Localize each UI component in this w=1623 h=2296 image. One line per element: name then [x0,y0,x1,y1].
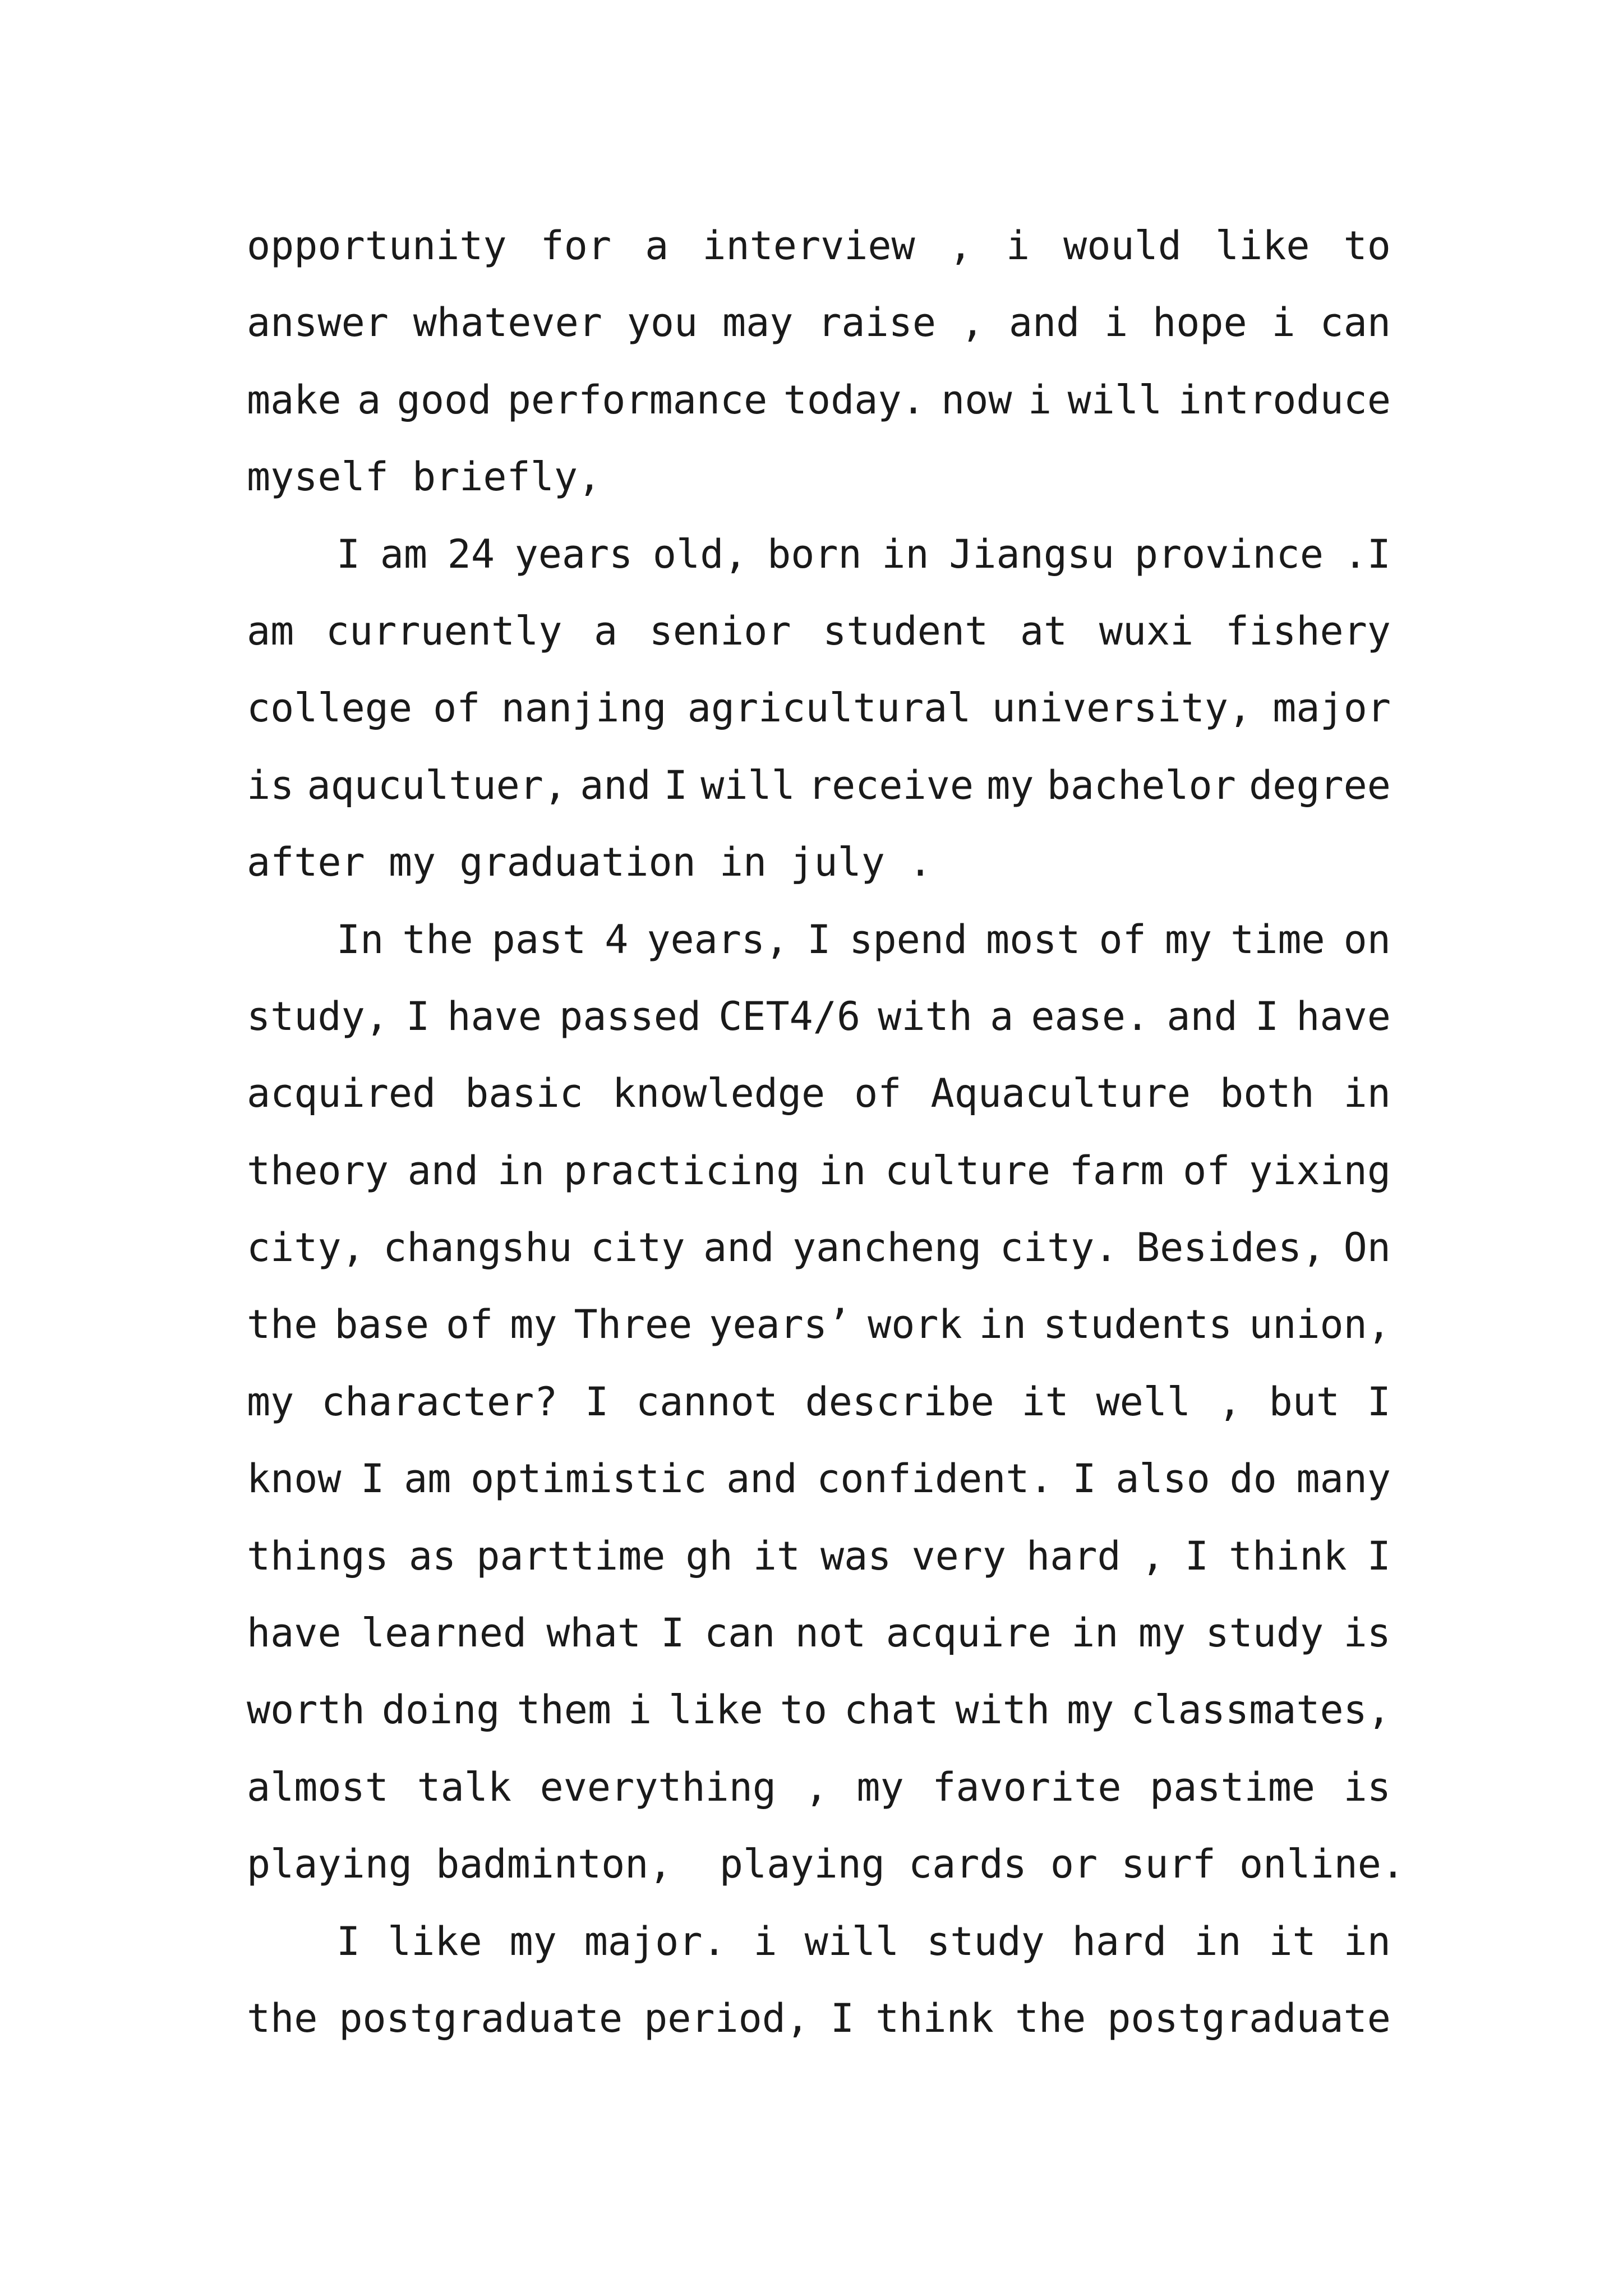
word: CET4/6 [718,993,861,1039]
word: the [1015,1995,1086,2041]
word: , [948,223,972,269]
word: can [704,1610,776,1657]
word: them [517,1687,611,1733]
word: I [406,993,430,1039]
word: i [753,1918,777,1964]
word: raise [818,300,936,346]
word: introduce [1178,376,1391,423]
word: in [497,1147,545,1194]
word: is [1343,1610,1391,1657]
word: senior [649,608,791,654]
word: the [247,1301,318,1348]
word: with [878,993,972,1039]
word: basic [465,1070,583,1117]
word: pastime [1150,1764,1316,1810]
word: is [247,762,294,808]
word: fishery [1225,608,1391,654]
word: past [491,916,587,963]
word: I [663,762,688,808]
word: like [668,1687,763,1733]
word: in [1194,1918,1242,1964]
word: confident. [817,1456,1053,1502]
word: worth [247,1687,365,1733]
word: opportunity [247,223,507,269]
word: performance [507,376,768,423]
word: receive [808,762,974,808]
word: things [247,1533,389,1579]
text-line [247,670,1391,747]
document-body [247,208,1405,2057]
word: I [336,1918,361,1964]
text-line: playing badminton, playing cards or surf online. [247,1841,1405,1888]
text-line [247,1518,1391,1595]
word: I [585,1378,609,1425]
word: and [1008,300,1080,346]
word: union, [1249,1301,1391,1348]
word: learned [361,1610,527,1657]
word: theory [247,1147,389,1194]
word: agricultural [687,685,971,731]
word: Jiangsu [949,531,1115,577]
text-line [247,1055,1391,1132]
word: Aquaculture [930,1070,1191,1117]
word: but [1269,1378,1340,1425]
word: and [407,1147,479,1194]
word: my [509,1918,557,1964]
text-line [247,1749,1391,1826]
word: major [1272,685,1391,731]
word: you [626,300,698,346]
word: Three [574,1301,693,1348]
word: in [1071,1610,1119,1657]
word: and [703,1225,774,1271]
word: .I [1343,531,1391,577]
word: culture [885,1147,1051,1194]
text-line [247,747,1391,824]
word: not [795,1610,866,1657]
word: have [247,1610,342,1657]
word: aqucultuer, [307,762,568,808]
word: cannot [636,1378,778,1425]
word: acquire [886,1610,1052,1657]
word: gh [685,1533,733,1579]
word: years [514,531,633,577]
word: I [1367,1378,1391,1425]
word: the [247,1995,318,2041]
word: can [1320,300,1391,346]
word: I [1367,1533,1391,1579]
word: On [1343,1225,1391,1271]
text-line [247,593,1391,670]
text-line [247,1672,1391,1749]
word: work [868,1301,962,1348]
word: classmates, [1131,1687,1391,1733]
word: whatever [413,300,602,346]
word: am [404,1456,451,1502]
word: wuxi [1099,608,1194,654]
word: I [1255,993,1279,1039]
word: have [447,993,542,1039]
word: both [1220,1070,1315,1117]
word: is [1343,1764,1391,1810]
word: parttime [476,1533,666,1579]
word: describe [805,1378,994,1425]
word: a [645,223,669,269]
word: talk [417,1764,512,1810]
word: make [247,376,342,423]
text-line [247,1980,1391,2057]
word: major. [584,1918,726,1964]
word: almost [247,1764,389,1810]
text-line [247,1209,1391,1286]
word: am [380,531,428,577]
word: think [875,1995,994,2041]
word: 24 [447,531,495,577]
word: what [546,1610,641,1657]
word: study [926,1918,1045,1964]
word: curruently [325,608,562,654]
word: hope [1152,300,1247,346]
word: everything [540,1764,777,1810]
word: know [247,1456,342,1502]
text-line [247,1364,1391,1441]
word: i [628,1687,652,1733]
text-line [247,284,1391,361]
word: with [955,1687,1050,1733]
word: city [590,1225,685,1271]
word: passed [559,993,702,1039]
text-line: after my graduation in july . [247,839,933,886]
word: am [247,608,294,654]
word: my [1164,916,1212,963]
word: yixing [1249,1147,1391,1194]
word: chat [843,1687,939,1733]
word: many [1296,1456,1391,1502]
word: in [979,1301,1026,1348]
word: my [510,1301,557,1348]
word: as [408,1533,457,1579]
word: do [1229,1456,1277,1502]
word: have [1296,993,1391,1039]
word: a [593,608,618,654]
word: I [661,1610,685,1657]
word: period, [644,1995,810,2041]
word: born [767,531,862,577]
word: a [990,993,1014,1039]
text-line [247,1286,1391,1363]
word: of [854,1070,902,1117]
word: i [1104,300,1128,346]
text-line [247,1595,1391,1672]
text-line [247,208,1391,284]
word: city. [999,1225,1118,1271]
word: at [1020,608,1068,654]
word: and [726,1456,797,1502]
word: was [820,1533,892,1579]
word: yancheng [792,1225,982,1271]
word: of [1099,916,1146,963]
word: of [445,1301,494,1348]
word: favorite [932,1764,1122,1810]
word: study, [247,993,389,1039]
word: i [1006,223,1030,269]
word: a [357,376,381,423]
word: practicing [563,1147,800,1194]
word: years’ [709,1301,851,1348]
word: my [1138,1610,1186,1657]
text-line [247,901,1391,978]
word: nanjing [501,685,667,731]
word: city, [247,1225,365,1271]
word: ease. [1031,993,1150,1039]
word: knowledge [612,1070,826,1117]
word: college [247,685,413,731]
word: hard [1072,1918,1167,1964]
word: today. [783,376,925,423]
word: interview [702,223,915,269]
word: like [1215,223,1310,269]
word: it [1021,1378,1069,1425]
word: province [1134,531,1324,577]
word: my [986,762,1034,808]
text-line: myself briefly, [247,454,602,500]
word: of [1183,1147,1230,1194]
word: my [247,1378,294,1425]
word: i [1028,376,1052,423]
word: my [1067,1687,1114,1733]
word: in [1343,1070,1391,1117]
word: to [1343,223,1391,269]
word: Besides, [1136,1225,1326,1271]
text-line [247,978,1391,1055]
word: in [818,1147,866,1194]
word: acquired [247,1070,436,1117]
word: well [1096,1378,1191,1425]
word: answer [247,300,389,346]
word: good [396,376,492,423]
word: also [1115,1456,1210,1502]
word: optimistic [471,1456,707,1502]
word: may [722,300,794,346]
word: postgraduate [1107,1995,1391,2041]
word: base [334,1301,429,1348]
word: now [941,376,1012,423]
word: the [402,916,473,963]
word: for [540,223,612,269]
word: will [1067,376,1163,423]
word: in [882,531,929,577]
word: 4 [605,916,629,963]
word: university, [992,685,1252,731]
word: I [807,916,831,963]
word: it [753,1533,800,1579]
word: i [1271,300,1295,346]
word: of [433,685,481,731]
word: and [1166,993,1238,1039]
word: time [1230,916,1325,963]
word: most [986,916,1081,963]
text-line [247,362,1391,439]
word: would [1063,223,1182,269]
word: old, [652,531,748,577]
word: character? [321,1378,558,1425]
word: I [361,1456,385,1502]
word: will [804,1918,900,1964]
word: on [1343,916,1391,963]
word: bachelor [1046,762,1236,808]
word: study [1205,1610,1324,1657]
text-line [247,1903,1391,1980]
word: I [1072,1456,1096,1502]
word: degree [1249,762,1391,808]
word: I [831,1995,855,2041]
word: , [804,1764,828,1810]
word: years, [647,916,789,963]
word: will [700,762,795,808]
word: and [580,762,651,808]
word: postgraduate [339,1995,623,2041]
word: spend [849,916,968,963]
word: , [1141,1533,1165,1579]
word: I [1184,1533,1209,1579]
word: like [388,1918,482,1964]
word: to [780,1687,827,1733]
word: very [911,1533,1007,1579]
word: In [336,916,384,963]
word: my [856,1764,904,1810]
text-line [247,1133,1391,1209]
word: think [1228,1533,1347,1579]
word: hard [1026,1533,1121,1579]
text-line [247,516,1391,593]
word: , [1218,1378,1242,1425]
word: farm [1069,1147,1164,1194]
word: changshu [383,1225,573,1271]
word: it [1269,1918,1316,1964]
word: in [1343,1918,1391,1964]
word: doing [381,1687,500,1733]
text-line [247,1441,1391,1517]
word: I [336,531,361,577]
word: students [1043,1301,1233,1348]
word: student [823,608,989,654]
word: , [960,300,984,346]
